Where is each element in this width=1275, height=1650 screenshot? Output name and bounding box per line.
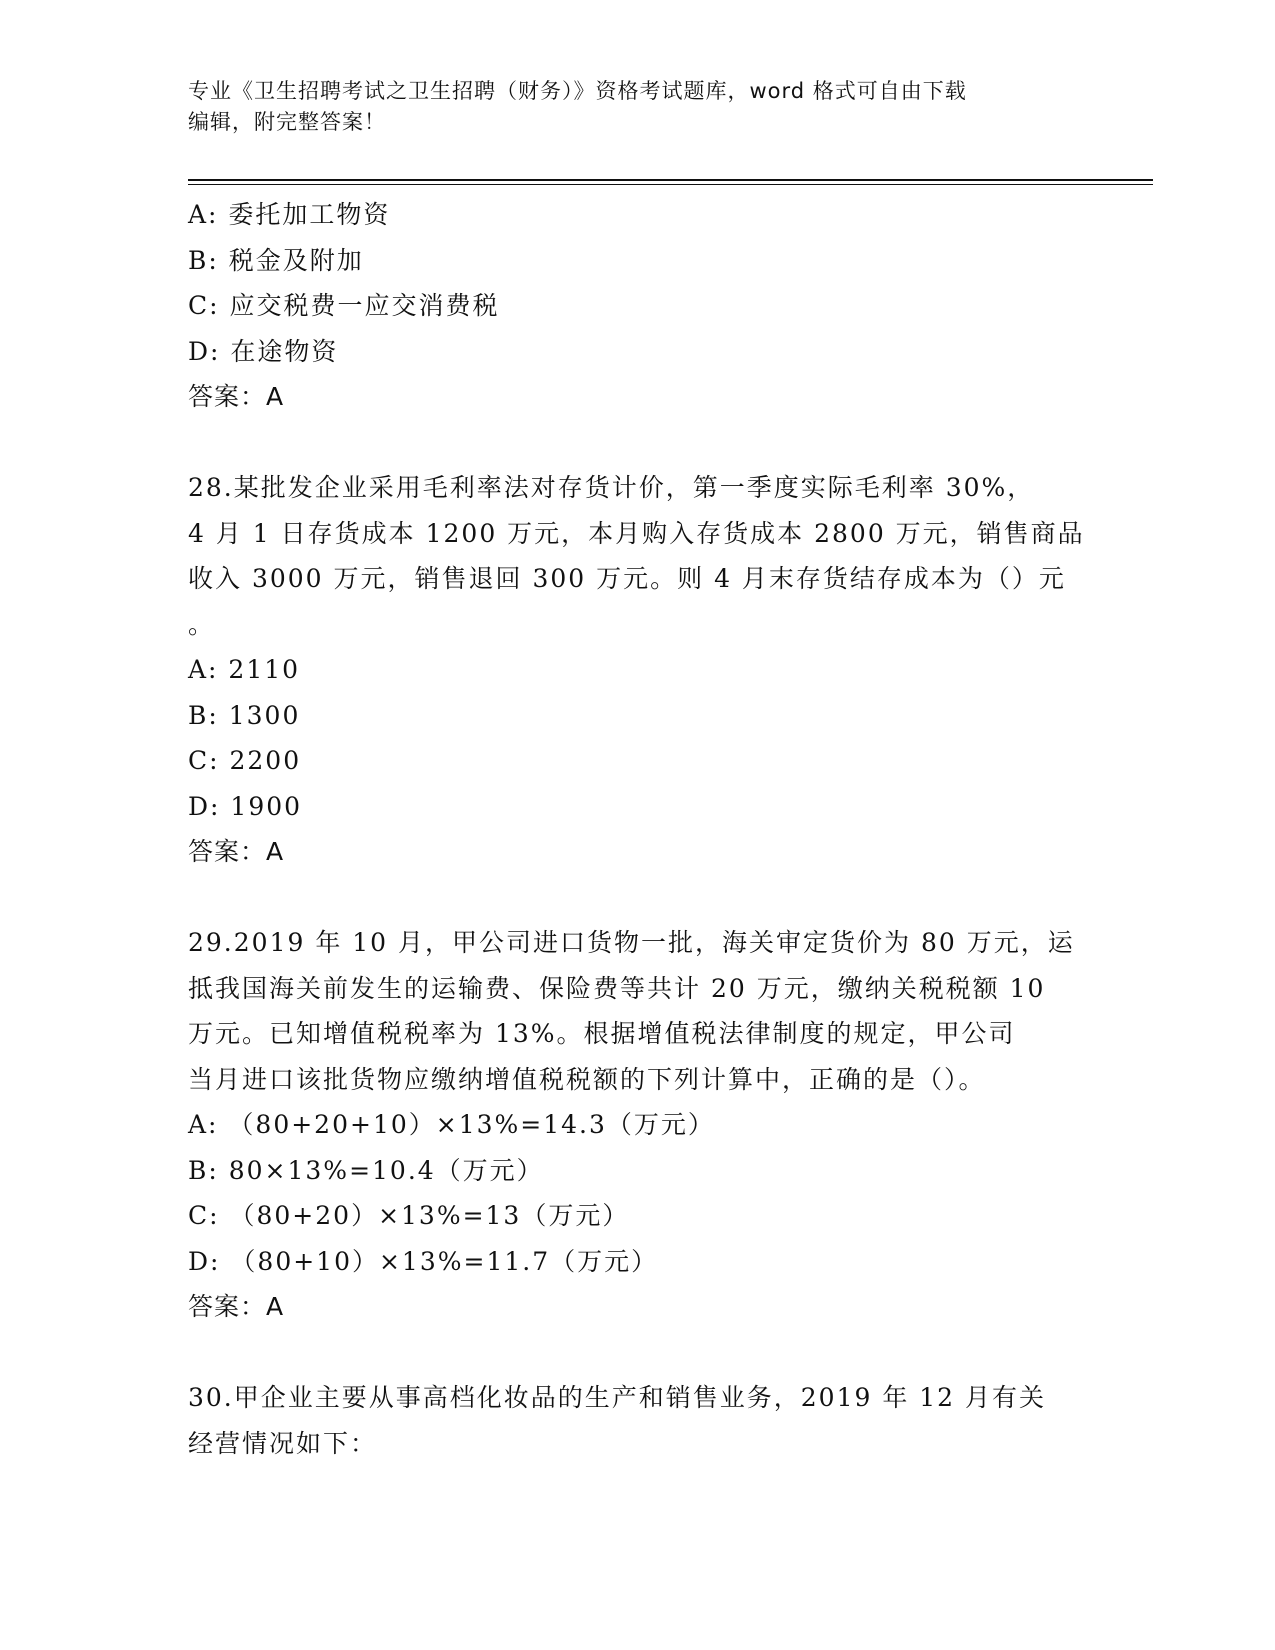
option-c: C: （80+20）×13%=13（万元） [188, 1201, 630, 1230]
header-line-1: 专业《卫生招聘考试之卫生招聘（财务）》资格考试题库，word 格式可自由下载 [188, 79, 967, 103]
option-c: C: 应交税费一应交消费税 [188, 291, 500, 320]
question-stem-line: 抵我国海关前发生的运输费、保险费等共计 20 万元，缴纳关税税额 10 [188, 973, 1046, 1003]
page-header [188, 76, 1088, 138]
question-stem-line: 30.甲企业主要从事高档化妆品的生产和销售业务，2019 年 12 月有关 [188, 1383, 1047, 1412]
option-b: B: 税金及附加 [188, 245, 364, 275]
question-stem-line: 万元。已知增值税税率为 13%。根据增值税法律制度的规定，甲公司 [188, 1019, 1016, 1048]
option-d: D: 1900 [188, 791, 303, 821]
option-b: B: 1300 [188, 700, 301, 730]
option-b: B: 80×13%=10.4（万元） [188, 1155, 544, 1185]
question-30 [188, 1375, 1088, 1466]
header-divider-thin [188, 184, 1153, 185]
option-a: A: （80+20+10）×13%=14.3（万元） [188, 1110, 715, 1139]
option-a: A: 2110 [188, 655, 301, 684]
question-stem-line: 当月进口该批货物应缴纳增值税税额的下列计算中，正确的是（）。 [188, 1064, 986, 1094]
option-a: A: 委托加工物资 [188, 200, 391, 229]
question-27-tail [188, 192, 1088, 420]
question-28 [188, 465, 1088, 875]
answer-label: 答案：A [188, 1292, 285, 1321]
question-stem-line: 28.某批发企业采用毛利率法对存货计价，第一季度实际毛利率 30%， [188, 473, 1035, 502]
spacer [188, 1330, 1088, 1376]
question-stem-line: 4 月 1 日存货成本 1200 万元，本月购入存货成本 2800 万元，销售商品 [188, 518, 1085, 548]
option-c: C: 2200 [188, 746, 302, 775]
header-divider-thick [188, 179, 1153, 181]
question-29 [188, 920, 1088, 1330]
spacer [188, 420, 1088, 466]
question-stem-line: 收入 3000 万元，销售退回 300 万元。则 4 月末存货结存成本为（）元 [188, 564, 1066, 593]
header-line-2: 编辑，附完整答案！ [188, 110, 386, 134]
question-stem-line: 经营情况如下： [188, 1428, 378, 1458]
option-d: D: 在途物资 [188, 336, 339, 366]
question-stem-line: 29.2019 年 10 月，甲公司进口货物一批，海关审定货价为 80 万元，运 [188, 928, 1075, 957]
answer-label: 答案：A [188, 382, 285, 411]
option-d: D: （80+10）×13%=11.7（万元） [188, 1246, 659, 1276]
answer-label: 答案：A [188, 837, 285, 866]
document-body [188, 192, 1088, 1466]
question-stem-line: 。 [188, 609, 216, 639]
spacer [188, 875, 1088, 921]
